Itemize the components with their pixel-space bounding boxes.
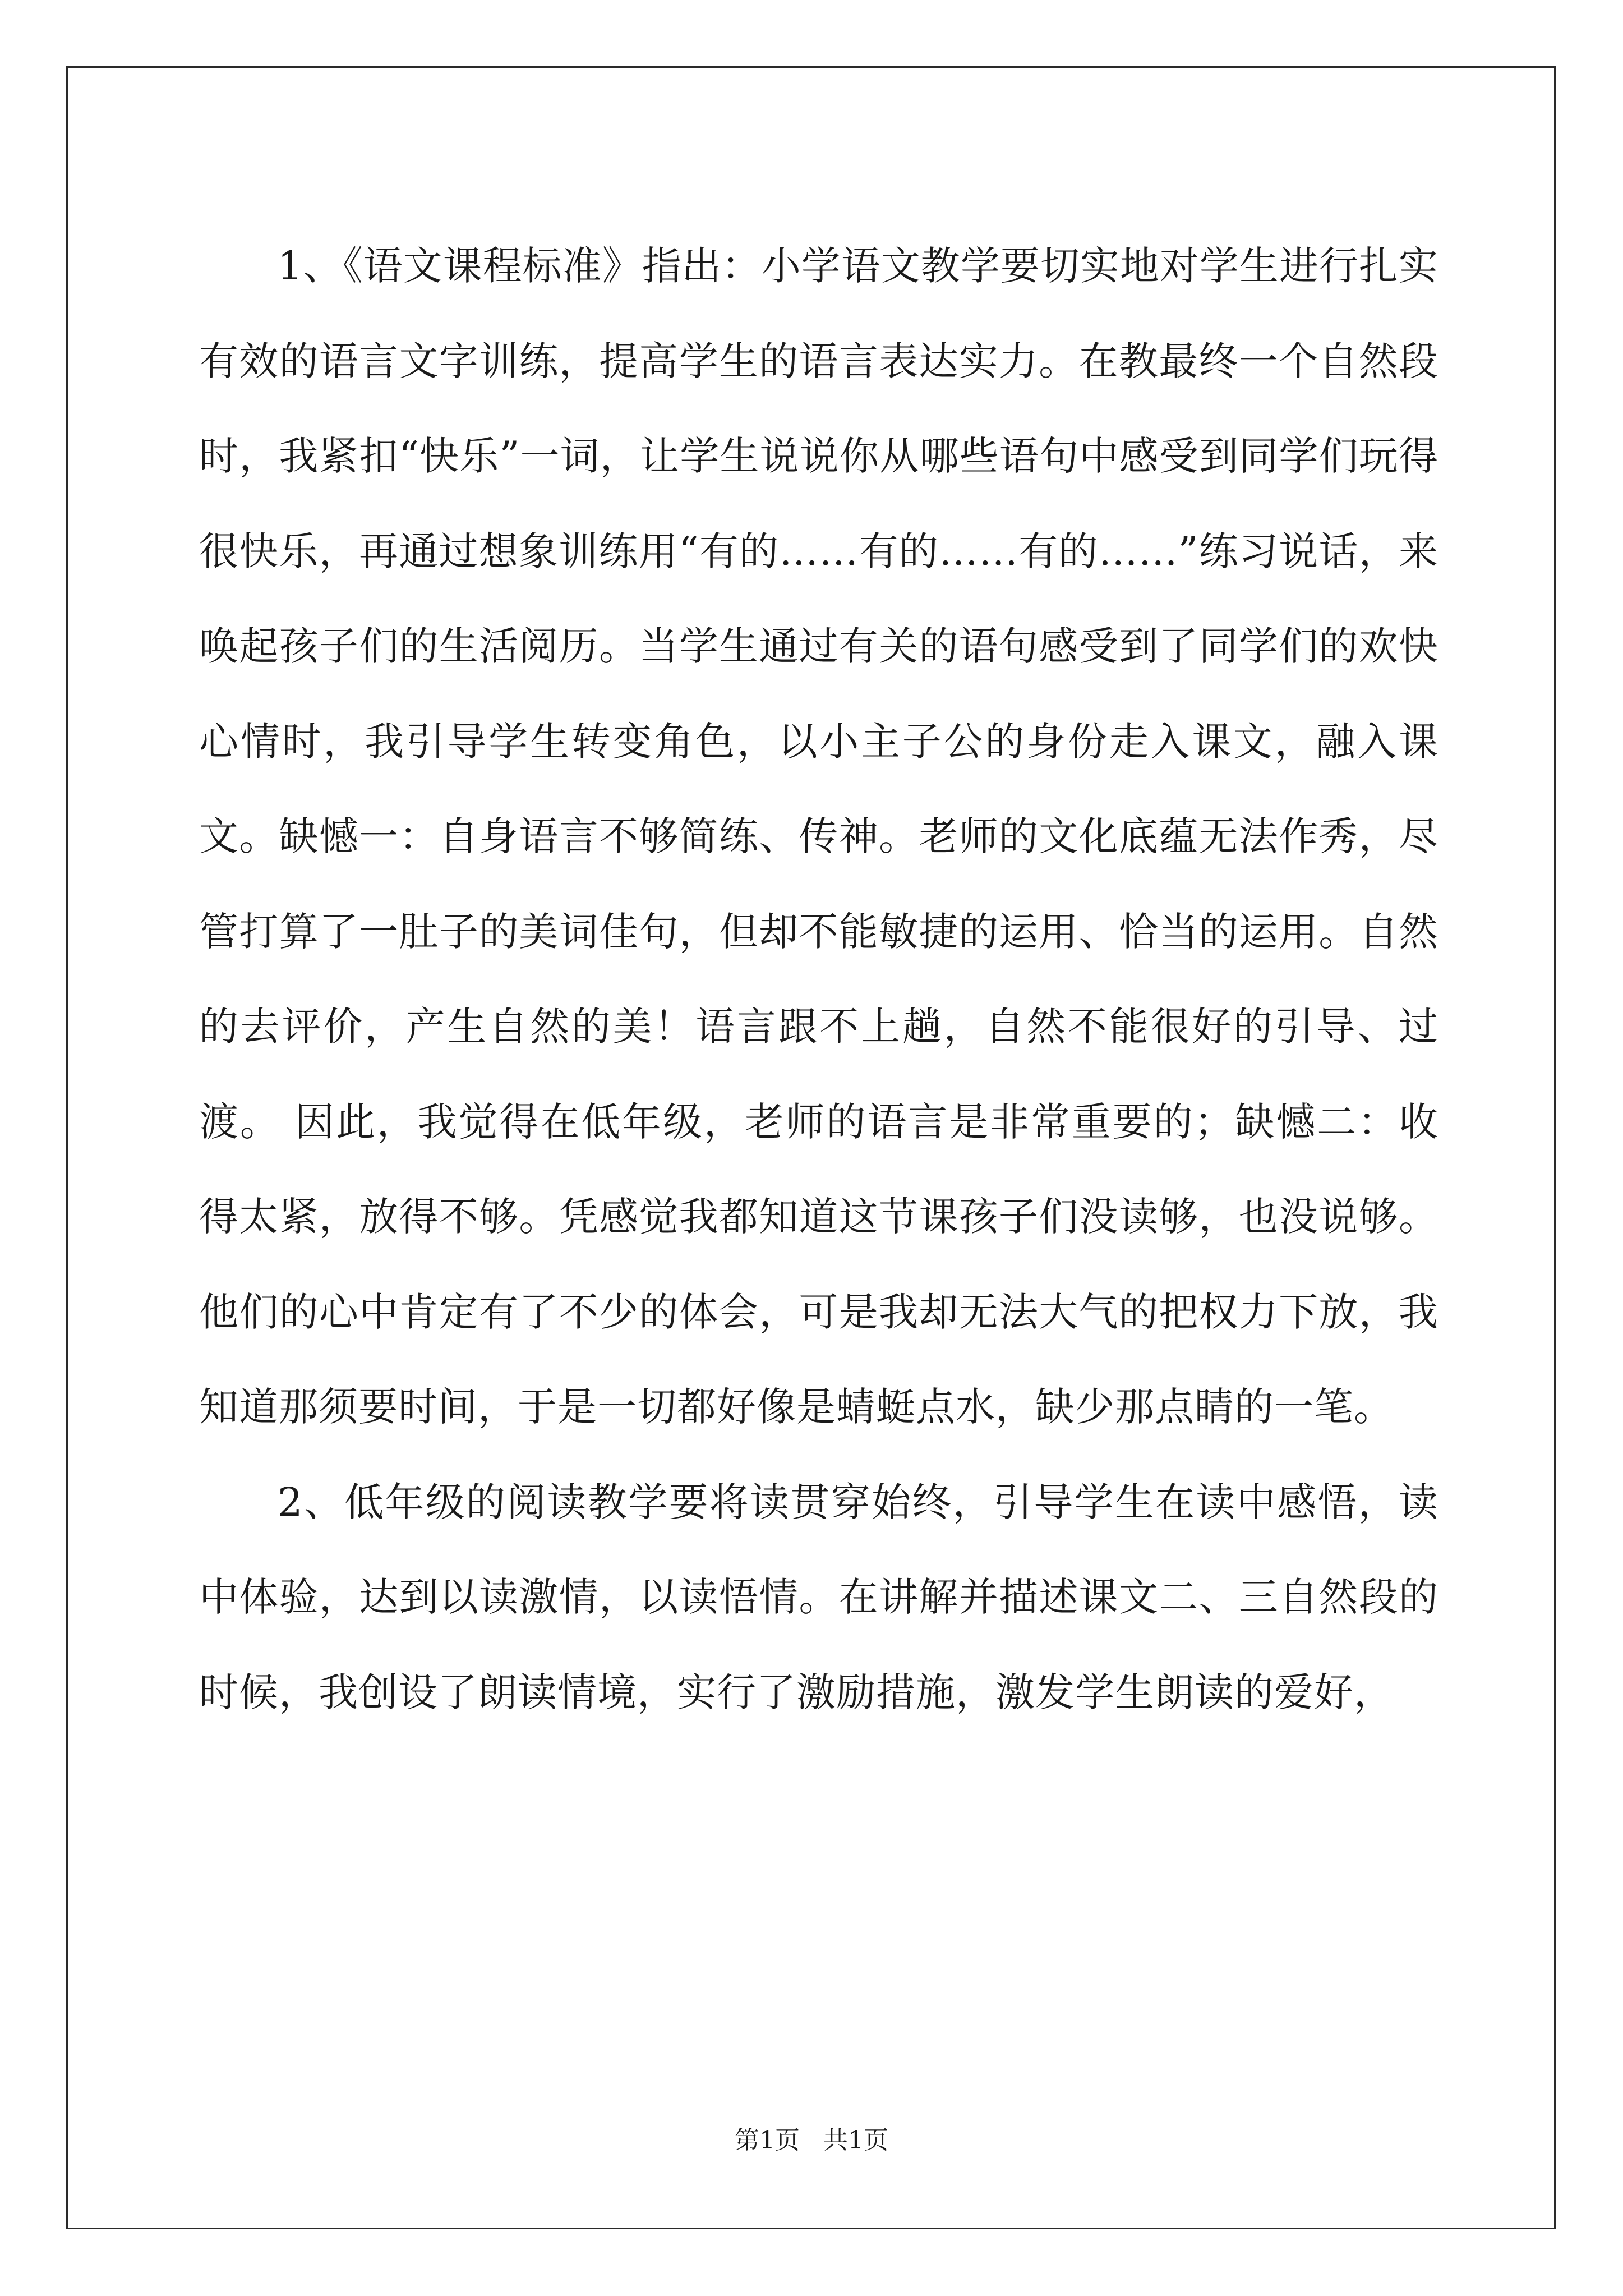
document-body [199,219,1438,1740]
paragraph-2: 2、低年级的阅读教学要将读贯穿始终，引导学生在读中感悟，读中体验，达到以读激情，以读悟情。在讲解并描述课文二、三自然段的时候，我创设了朗读情境，实行了激励措施，激发学生朗读的爱好， [199,1479,1438,1715]
page-footer [0,2125,1623,2156]
page-total: 共1页 [823,2126,888,2155]
paragraph-1: 1、《语文课程标准》指出：小学语文教学要切实地对学生进行扎实有效的语言文字训练，提高学生的语言表达实力。在教最终一个自然段时，我紧扣“快乐”一词，让学生说说你从哪些语句中感受到同学们玩得很快乐，再通过想象训练用“有的……有的……有的……”练习说话，来唤起孩子们的生活阅历。当学生通过有关的语句感受到了同学们的欢快心情时，我引导学生转变角色，以小主子公的身份走入课文，融入课文。缺憾一：自身语言不够简练、传神。老师的文化底蕴无法作秀，尽管打算了一肚子的美词佳句，但却不能敏捷的运用、恰当的运用。自然的去评价，产生自然的美！语言跟不上趟，自然不能很好的引导、过渡。 因此，我觉得在低年级，老师的语言是非常重要的；缺憾二：收得太紧，放得不够。凭感觉我都知道这节课孩子们没读够，也没说够。他们的心中肯定有了不少的体会，可是我却无法大气的把权力下放，我知道那须要时间，于是一切都好像是蜻蜓点水，缺少那点睛的一笔。 [199,243,1438,1430]
page-number: 第1页 [735,2126,800,2155]
